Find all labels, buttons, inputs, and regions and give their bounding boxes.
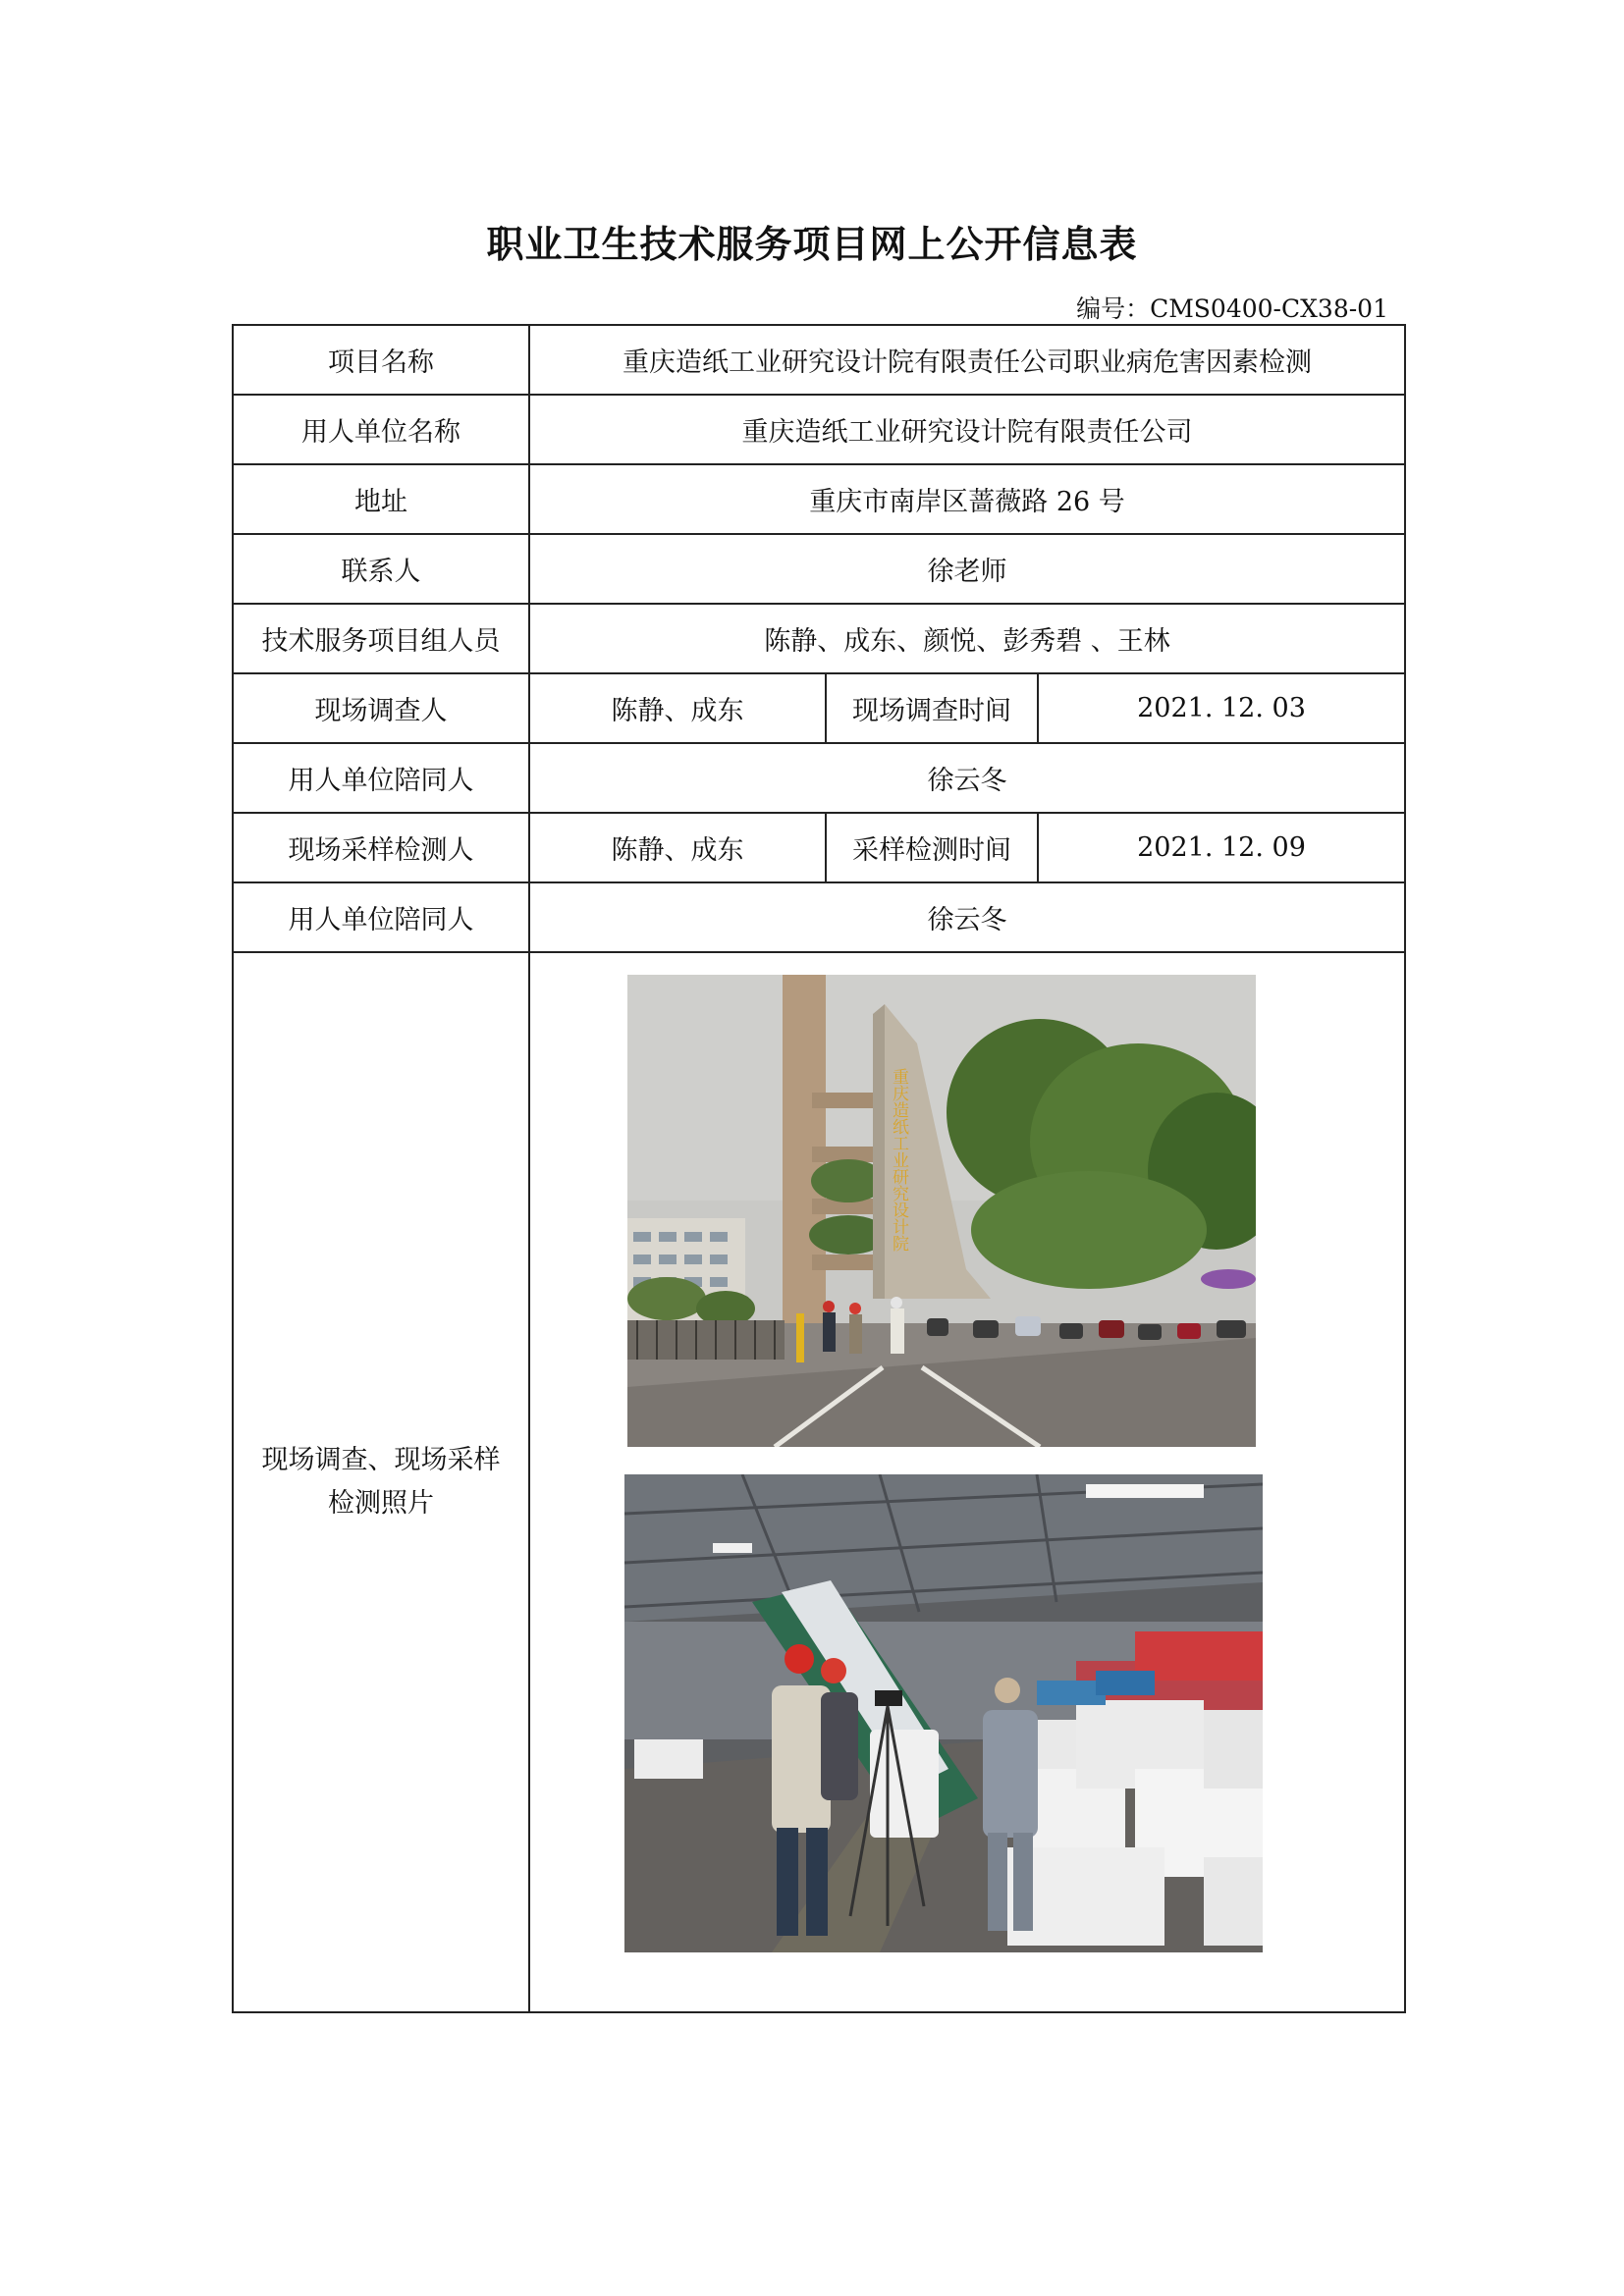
address-value: 重庆市南岸区蔷薇路 26 号 <box>529 464 1405 534</box>
employer-label: 用人单位名称 <box>233 395 529 464</box>
team-label: 技术服务项目组人员 <box>233 604 529 673</box>
sampling-person-value: 陈静、成东 <box>529 813 826 882</box>
team-value: 陈静、成东、颜悦、彭秀碧 、王林 <box>529 604 1405 673</box>
row-team <box>233 604 1405 673</box>
info-table <box>232 324 1406 2013</box>
institute-gate-photo <box>627 975 1256 1447</box>
contact-value: 徐老师 <box>529 534 1405 604</box>
page-title: 职业卫生技术服务项目网上公开信息表 <box>486 223 1138 266</box>
survey-time-label: 现场调查时间 <box>826 673 1038 743</box>
row-project-name <box>233 325 1405 395</box>
escort-2-label: 用人单位陪同人 <box>233 882 529 952</box>
sampling-person-label: 现场采样检测人 <box>233 813 529 882</box>
contact-label: 联系人 <box>233 534 529 604</box>
gate-sign-text: 重庆造纸工业研究设计院 <box>889 1068 908 1252</box>
survey-person-value: 陈静、成东 <box>529 673 826 743</box>
row-escort-2 <box>233 882 1405 952</box>
project-name-value: 重庆造纸工业研究设计院有限责任公司职业病危害因素检测 <box>529 325 1405 395</box>
photos-label <box>233 952 529 2012</box>
survey-time-value: 2021. 12. 03 <box>1038 673 1405 743</box>
row-sampling <box>233 813 1405 882</box>
photos-label-line-2: 检测照片 <box>328 1488 434 1519</box>
photos-label-line-1: 现场调查、现场采样 <box>261 1445 501 1475</box>
row-photos <box>233 952 1405 2012</box>
escort-1-label: 用人单位陪同人 <box>233 743 529 813</box>
row-survey <box>233 673 1405 743</box>
survey-person-label: 现场调查人 <box>233 673 529 743</box>
escort-1-value: 徐云冬 <box>529 743 1405 813</box>
row-employer <box>233 395 1405 464</box>
row-address <box>233 464 1405 534</box>
sampling-time-value: 2021. 12. 09 <box>1038 813 1405 882</box>
factory-sampling-photo <box>624 1474 1263 1952</box>
escort-2-value: 徐云冬 <box>529 882 1405 952</box>
sampling-time-label: 采样检测时间 <box>826 813 1038 882</box>
document-serial-number: 编号：CMS0400-CX38-01 <box>1076 294 1388 323</box>
row-escort-1 <box>233 743 1405 813</box>
address-label: 地址 <box>233 464 529 534</box>
row-contact <box>233 534 1405 604</box>
photos-cell <box>529 952 1405 2012</box>
project-name-label: 项目名称 <box>233 325 529 395</box>
employer-value: 重庆造纸工业研究设计院有限责任公司 <box>529 395 1405 464</box>
